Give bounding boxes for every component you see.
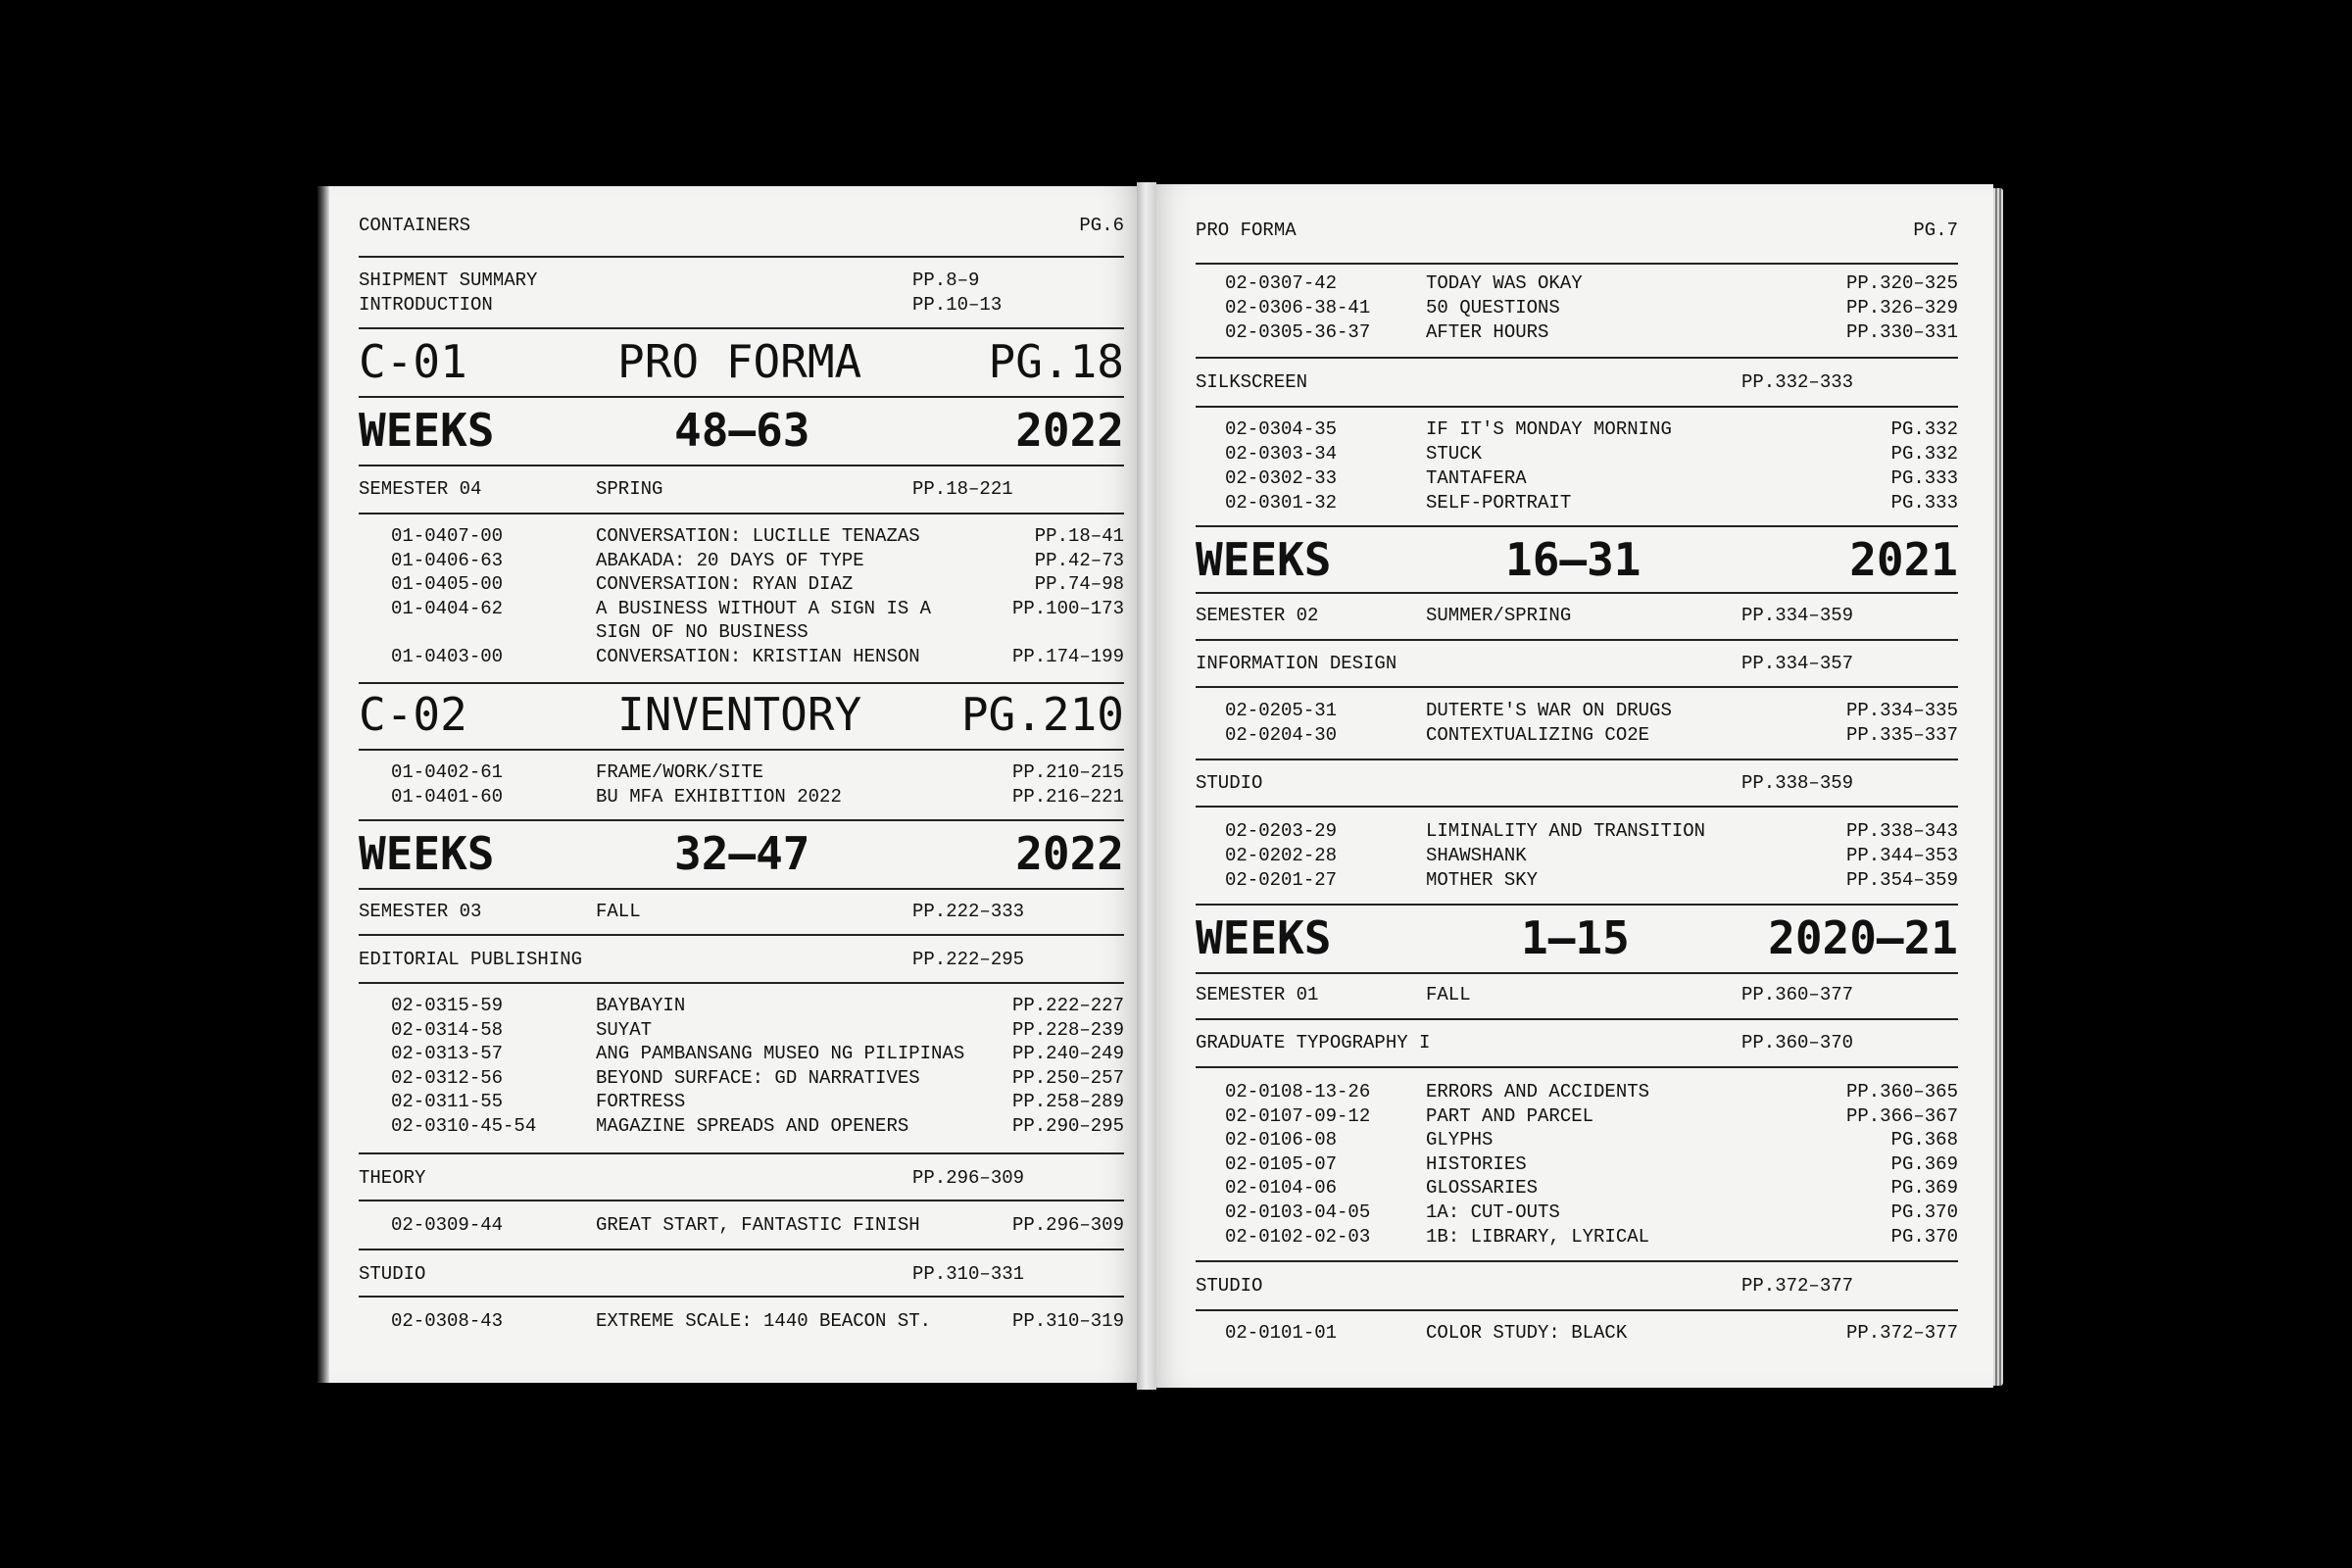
chapter-code: C-02 xyxy=(359,688,467,741)
entry-title: MAGAZINE SPREADS AND OPENERS xyxy=(596,1114,909,1137)
semester-pages: PP.18–221 xyxy=(912,478,1013,500)
entry-id: 02-0101-01 xyxy=(1225,1322,1338,1344)
entry-pages: PG.332 xyxy=(1890,443,1958,465)
divider xyxy=(359,749,1124,751)
course-title: GRADUATE TYPOGRAPHY I xyxy=(1196,1032,1431,1054)
entry-pages: PP.216–221 xyxy=(1011,785,1124,808)
list-item xyxy=(359,620,1124,644)
weeks-range: 32–47 xyxy=(674,827,810,880)
entry-title: GREAT START, FANTASTIC FINISH xyxy=(596,1214,920,1236)
entry-title: HISTORIES xyxy=(1426,1152,1527,1175)
entry-title: ABAKADA: 20 DAYS OF TYPE xyxy=(596,549,864,571)
weeks-year: 2020–21 xyxy=(1768,911,1958,964)
entry-title: IF IT'S MONDAY MORNING xyxy=(1426,418,1672,440)
entry-pages: PP.330–331 xyxy=(1845,321,1958,343)
entry-id: 02-0311-55 xyxy=(391,1091,504,1112)
weeks-label: WEEKS xyxy=(359,404,495,457)
entry-title: INTRODUCTION xyxy=(359,294,493,316)
list-item xyxy=(359,524,1124,548)
entry-pages: PP.258–289 xyxy=(1011,1091,1124,1112)
chapter-page: PG.210 xyxy=(960,688,1124,741)
divider xyxy=(1196,639,1958,641)
entry-title: EXTREME SCALE: 1440 BEACON ST. xyxy=(596,1310,932,1332)
entry-id: 02-0102-02-03 xyxy=(1225,1225,1371,1248)
weeks-range: 48–63 xyxy=(674,404,810,457)
entry-title: GLYPHS xyxy=(1426,1129,1494,1152)
divider xyxy=(1196,759,1958,760)
course-pages: PP.296–309 xyxy=(912,1167,1025,1189)
entry-title: ERRORS AND ACCIDENTS xyxy=(1426,1081,1650,1102)
course-row xyxy=(359,1166,1124,1190)
entry-title: BEYOND SURFACE: GD NARRATIVES xyxy=(596,1066,920,1089)
entry-id: 02-0106-08 xyxy=(1225,1129,1338,1152)
entry-title: CONVERSATION: KRISTIAN HENSON xyxy=(596,645,920,667)
entry-pages: PP.366–367 xyxy=(1845,1104,1958,1127)
weeks-heading xyxy=(1196,911,1958,964)
list-item xyxy=(1196,1104,1958,1128)
entry-title: A BUSINESS WITHOUT A SIGN IS A xyxy=(596,597,932,619)
entry-pages: PP.222–227 xyxy=(1011,995,1124,1016)
entry-pages: PP.310–319 xyxy=(1011,1310,1124,1332)
course-row xyxy=(1196,1274,1958,1298)
semester-pages: PP.334–359 xyxy=(1741,605,1854,626)
list-item xyxy=(1196,271,1958,295)
divider xyxy=(359,682,1124,684)
entry-id: 02-0104-06 xyxy=(1225,1177,1338,1200)
course-row xyxy=(359,948,1124,971)
entry-pages: PP.334–335 xyxy=(1845,700,1958,721)
course-title: EDITORIAL PUBLISHING xyxy=(359,949,583,970)
weeks-label: WEEKS xyxy=(359,827,495,880)
entry-pages: PP.250–257 xyxy=(1011,1066,1124,1089)
entry-title: 1B: LIBRARY, LYRICAL xyxy=(1426,1225,1650,1248)
chapter-page: PG.18 xyxy=(988,335,1124,388)
list-item xyxy=(1196,1080,1958,1103)
entry-title: BAYBAYIN xyxy=(596,995,686,1016)
entry-title: TODAY WAS OKAY xyxy=(1426,272,1583,294)
entry-pages: PP.326–329 xyxy=(1845,297,1958,318)
divider xyxy=(1196,806,1958,808)
header-title: PRO FORMA xyxy=(1196,220,1297,241)
entry-pages: PP.100–173 xyxy=(1011,597,1124,619)
entry-id: 02-0302-33 xyxy=(1225,467,1338,489)
semester-label: SEMESTER 03 xyxy=(359,901,482,922)
entry-pages: PG.370 xyxy=(1890,1225,1958,1248)
semester-label: SEMESTER 01 xyxy=(1196,984,1319,1005)
book-gutter xyxy=(1137,182,1156,1390)
divider xyxy=(1196,357,1958,359)
semester-row xyxy=(359,900,1124,923)
course-pages: PP.332–333 xyxy=(1741,371,1854,393)
entry-pages: PP.360–365 xyxy=(1845,1081,1958,1102)
entry-pages: PP.240–249 xyxy=(1011,1043,1124,1064)
entry-title: CONVERSATION: LUCILLE TENAZAS xyxy=(596,525,920,547)
course-title: STUDIO xyxy=(1196,1275,1263,1297)
entry-pages: PP.210–215 xyxy=(1011,761,1124,783)
weeks-range: 16–31 xyxy=(1505,533,1642,586)
course-title: STUDIO xyxy=(359,1263,426,1285)
weeks-label: WEEKS xyxy=(1196,911,1332,964)
entry-pages: PP.372–377 xyxy=(1845,1322,1958,1344)
entry-id: 02-0304-35 xyxy=(1225,418,1338,440)
entry-id: 01-0405-00 xyxy=(391,573,504,595)
entry-id: 02-0314-58 xyxy=(391,1018,504,1041)
list-item xyxy=(359,994,1124,1017)
page-number: PG.7 xyxy=(1913,220,1958,241)
entry-id: 02-0313-57 xyxy=(391,1043,504,1064)
list-item xyxy=(359,1066,1124,1090)
entry-title: SHAWSHANK xyxy=(1426,845,1527,866)
running-header xyxy=(359,215,1124,236)
list-item xyxy=(1196,868,1958,892)
entry-id: 02-0307-42 xyxy=(1225,272,1338,294)
list-item xyxy=(1196,442,1958,466)
chapter-code: C-01 xyxy=(359,335,467,388)
chapter-name: INVENTORY xyxy=(617,688,862,741)
entry-title: COLOR STUDY: BLACK xyxy=(1426,1322,1628,1344)
entry-id: 02-0301-32 xyxy=(1225,492,1338,514)
entry-title: SIGN OF NO BUSINESS xyxy=(596,621,808,643)
entry-title: DUTERTE'S WAR ON DRUGS xyxy=(1426,700,1672,721)
course-row xyxy=(1196,652,1958,675)
course-row xyxy=(1196,1031,1958,1054)
semester-pages: PP.360–377 xyxy=(1741,984,1854,1005)
semester-season: SPRING xyxy=(596,478,663,500)
page-number: PG.6 xyxy=(1079,215,1124,236)
list-item xyxy=(1196,491,1958,514)
list-item xyxy=(1196,844,1958,867)
entry-pages: PP.296–309 xyxy=(1011,1214,1124,1236)
entry-title: FORTRESS xyxy=(596,1091,686,1112)
entry-id: 02-0203-29 xyxy=(1225,820,1338,842)
list-item xyxy=(359,645,1124,668)
entry-title: GLOSSARIES xyxy=(1426,1177,1539,1200)
entry-id: 02-0205-31 xyxy=(1225,700,1338,721)
entry-title: PART AND PARCEL xyxy=(1426,1104,1594,1127)
entry-title: SELF-PORTRAIT xyxy=(1426,492,1572,514)
weeks-label: WEEKS xyxy=(1196,533,1332,586)
course-pages: PP.334–357 xyxy=(1741,653,1854,674)
entry-id: 02-0310-45-54 xyxy=(391,1114,537,1137)
divider xyxy=(359,327,1124,329)
list-item xyxy=(1196,699,1958,722)
list-item xyxy=(1196,1321,1958,1345)
entry-id: 02-0308-43 xyxy=(391,1310,504,1332)
divider xyxy=(359,1296,1124,1298)
divider xyxy=(359,465,1124,466)
divider xyxy=(359,888,1124,890)
course-pages: PP.338–359 xyxy=(1741,772,1854,794)
entry-pages: PG.369 xyxy=(1890,1177,1958,1200)
list-item xyxy=(359,1309,1124,1333)
course-title: SILKSCREEN xyxy=(1196,371,1308,393)
list-item xyxy=(1196,466,1958,490)
list-item xyxy=(1196,1152,1958,1176)
right-page xyxy=(1149,184,1993,1388)
divider xyxy=(359,513,1124,514)
entry-id: 02-0108-13-26 xyxy=(1225,1081,1371,1102)
semester-row xyxy=(1196,983,1958,1006)
entry-pages: PG.368 xyxy=(1890,1129,1958,1152)
list-item xyxy=(359,1018,1124,1042)
divider xyxy=(1196,904,1958,906)
entry-id: 02-0103-04-05 xyxy=(1225,1201,1371,1223)
entry-id: 01-0401-60 xyxy=(391,785,504,808)
entry-id: 01-0407-00 xyxy=(391,525,504,547)
divider xyxy=(1196,1066,1958,1068)
entry-pages: PP.42–73 xyxy=(1034,549,1124,571)
chapter-heading-c02 xyxy=(359,688,1124,741)
course-row xyxy=(1196,771,1958,795)
entry-id: 02-0306-38-41 xyxy=(1225,297,1371,318)
entry-title: MOTHER SKY xyxy=(1426,869,1539,891)
entry-id: 01-0402-61 xyxy=(391,761,504,783)
divider xyxy=(359,1152,1124,1154)
entry-id: 02-0315-59 xyxy=(391,995,504,1016)
course-pages: PP.310–331 xyxy=(912,1263,1025,1285)
entry-pages: PG.332 xyxy=(1890,418,1958,440)
entry-pages: PP.320–325 xyxy=(1845,272,1958,294)
running-header xyxy=(1196,220,1958,241)
divider xyxy=(1196,525,1958,527)
list-item xyxy=(359,785,1124,808)
list-item xyxy=(1196,320,1958,344)
entry-id: 02-0202-28 xyxy=(1225,845,1338,866)
list-item xyxy=(359,1042,1124,1065)
semester-season: FALL xyxy=(596,901,641,922)
weeks-year: 2022 xyxy=(1015,827,1124,880)
weeks-heading xyxy=(1196,533,1958,586)
semester-season: FALL xyxy=(1426,984,1471,1005)
list-item xyxy=(1196,819,1958,843)
entry-pages: PG.369 xyxy=(1890,1152,1958,1175)
course-pages: PP.372–377 xyxy=(1741,1275,1854,1297)
entry-id: 02-0312-56 xyxy=(391,1066,504,1089)
entry-title: CONTEXTUALIZING CO2E xyxy=(1426,724,1650,746)
list-item xyxy=(359,293,1124,317)
list-item xyxy=(359,549,1124,572)
semester-label: SEMESTER 04 xyxy=(359,478,482,500)
divider xyxy=(1196,1309,1958,1311)
entry-title: CONVERSATION: RYAN DIAZ xyxy=(596,573,854,595)
list-item xyxy=(1196,417,1958,441)
entry-id: 02-0201-27 xyxy=(1225,869,1338,891)
entry-pages: PP.344–353 xyxy=(1845,845,1958,866)
divider xyxy=(1196,406,1958,408)
entry-pages: PP.228–239 xyxy=(1011,1018,1124,1041)
entry-title: LIMINALITY AND TRANSITION xyxy=(1426,820,1706,842)
weeks-year: 2022 xyxy=(1015,404,1124,457)
entry-id: 01-0406-63 xyxy=(391,549,504,571)
course-pages: PP.222–295 xyxy=(912,949,1025,970)
entry-title: STUCK xyxy=(1426,443,1483,465)
entry-id: 02-0107-09-12 xyxy=(1225,1104,1371,1127)
entry-pages: PP.8–9 xyxy=(912,270,980,291)
list-item xyxy=(1196,1200,1958,1224)
divider xyxy=(1196,686,1958,688)
entry-pages: PP.290–295 xyxy=(1011,1114,1124,1137)
list-item xyxy=(1196,1225,1958,1249)
semester-row xyxy=(359,477,1124,501)
divider xyxy=(359,396,1124,398)
divider xyxy=(1196,1260,1958,1262)
divider xyxy=(359,1200,1124,1201)
list-item xyxy=(1196,296,1958,319)
entry-id: 02-0305-36-37 xyxy=(1225,321,1371,343)
semester-pages: PP.222–333 xyxy=(912,901,1025,922)
entry-id: 02-0105-07 xyxy=(1225,1152,1338,1175)
entry-title: AFTER HOURS xyxy=(1426,321,1549,343)
entry-pages: PP.74–98 xyxy=(1034,573,1124,595)
entry-title: SUYAT xyxy=(596,1018,653,1041)
divider xyxy=(1196,592,1958,594)
entry-id: 02-0303-34 xyxy=(1225,443,1338,465)
list-item xyxy=(1196,1176,1958,1200)
divider xyxy=(1196,1018,1958,1020)
entry-title: 1A: CUT-OUTS xyxy=(1426,1201,1560,1223)
semester-season: SUMMER/SPRING xyxy=(1426,605,1572,626)
divider xyxy=(1196,263,1958,265)
weeks-heading xyxy=(359,404,1124,457)
divider xyxy=(1196,972,1958,974)
semester-row xyxy=(1196,604,1958,627)
chapter-heading-c01 xyxy=(359,335,1124,388)
course-title: THEORY xyxy=(359,1167,426,1189)
course-title: INFORMATION DESIGN xyxy=(1196,653,1397,674)
list-item xyxy=(359,1114,1124,1138)
list-item xyxy=(1196,723,1958,747)
list-item xyxy=(359,597,1124,620)
divider xyxy=(359,256,1124,258)
semester-label: SEMESTER 02 xyxy=(1196,605,1319,626)
weeks-heading xyxy=(359,827,1124,880)
entry-pages: PP.354–359 xyxy=(1845,869,1958,891)
course-pages: PP.360–370 xyxy=(1741,1032,1854,1054)
entry-pages: PG.370 xyxy=(1890,1201,1958,1223)
entry-title: FRAME/WORK/SITE xyxy=(596,761,764,783)
entry-title: TANTAFERA xyxy=(1426,467,1527,489)
header-title: CONTAINERS xyxy=(359,215,471,236)
course-row xyxy=(1196,370,1958,394)
list-item xyxy=(359,1090,1124,1113)
entry-pages: PP.335–337 xyxy=(1845,724,1958,746)
list-item xyxy=(1196,1128,1958,1152)
chapter-name: PRO FORMA xyxy=(617,335,862,388)
list-item xyxy=(359,1213,1124,1237)
entry-id: 01-0404-62 xyxy=(391,597,504,619)
entry-pages: PP.338–343 xyxy=(1845,820,1958,842)
divider xyxy=(359,819,1124,821)
weeks-year: 2021 xyxy=(1849,533,1958,586)
list-item xyxy=(359,269,1124,292)
entry-pages: PG.333 xyxy=(1890,467,1958,489)
entry-id: 01-0403-00 xyxy=(391,645,504,667)
divider xyxy=(359,934,1124,936)
entry-id: 02-0309-44 xyxy=(391,1214,504,1236)
divider xyxy=(359,982,1124,984)
entry-id: 02-0204-30 xyxy=(1225,724,1338,746)
entry-title: ANG PAMBANSANG MUSEO NG PILIPINAS xyxy=(596,1043,965,1064)
entry-title: BU MFA EXHIBITION 2022 xyxy=(596,785,842,808)
entry-pages: PP.10–13 xyxy=(912,294,1003,316)
divider xyxy=(359,1249,1124,1250)
entry-pages: PG.333 xyxy=(1890,492,1958,514)
list-item xyxy=(359,760,1124,784)
entry-pages: PP.174–199 xyxy=(1011,645,1124,667)
weeks-range: 1–15 xyxy=(1521,911,1630,964)
entry-title: SHIPMENT SUMMARY xyxy=(359,270,538,291)
left-page xyxy=(318,186,1142,1383)
entry-title: 50 QUESTIONS xyxy=(1426,297,1560,318)
list-item xyxy=(359,572,1124,596)
entry-pages: PP.18–41 xyxy=(1034,525,1124,547)
course-row xyxy=(359,1262,1124,1286)
course-title: STUDIO xyxy=(1196,772,1263,794)
